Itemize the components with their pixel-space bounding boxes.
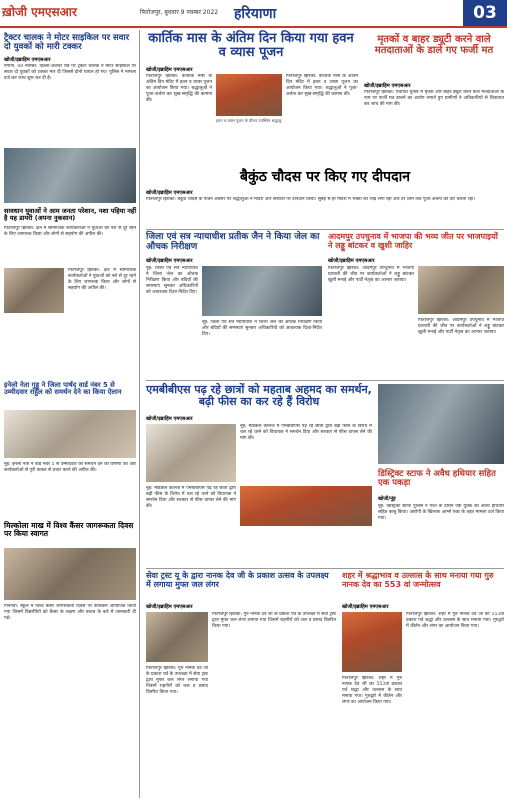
body-guru-nanak-2: फिरोजपुर झिरका: शहर में गुरु नानक देव जी का 553वां प्रकाश पर्व श्रद्धा और उल्लास के साथ मनाया गया। गुरुद्वारे में कीर्तन और लंगर का आयोजन किया गया।	[342, 676, 402, 705]
page-number: 03	[463, 0, 507, 26]
body-inld: नूंह: इनेलो नेता ने वार्ड नंबर 5 से उम्मीदवार को समर्थन देने की घोषणा की और कार्यकर्ताओं से पूरी ताकत से प्रचार करने की अपील की।	[4, 462, 136, 473]
caption-kartik: हवन व व्यास पूजन के दौरान उपस्थित श्रद्धालु	[216, 118, 282, 123]
photo-adampur	[418, 266, 504, 314]
body-judge: नूंह: जिला एवं सत्र न्यायाधीश ने जिला जेल का औचक निरीक्षण किया और बंदियों की समस्याएं सुनकर अधिकारियों को आवश्यक दिशा-निर्देश दिए।	[146, 266, 198, 295]
body-cancer-day: पिनंगवां: स्कूल में विश्व कैंसर जागरूकता दिवस पर कार्यक्रम आयोजित किया गया जिसमें विद्यार्थियों को कैंसर के लक्षण और बचाव के बारे में जानकारी दी गई।	[4, 604, 136, 621]
brand-name: ख़ोजी एमएसआर	[2, 5, 77, 19]
photo-seva-trust	[146, 612, 208, 662]
body-adampur: फिरोजपुर झिरका: आदमपुर उपचुनाव में भाजपा प्रत्याशी की जीत पर कार्यकर्ताओं ने लड्डू बांटकर खुशी मनाई और पार्टी नेतृत्व का आभार जताया।	[328, 266, 414, 283]
photo-cancer-day	[4, 548, 136, 600]
byline-adampur: खोजी/इब्राहिम एमएसआर	[328, 258, 375, 264]
photo-guru-nanak	[342, 612, 402, 672]
photo-district-staff	[378, 384, 504, 464]
headline-baikunth: बैकुंठ चौदस पर किए गए दीपदान	[240, 169, 410, 185]
headline-seva-trust: सेवा ट्रस्ट यू के द्वारा नानक देव जी के प्रकाश उत्सव के उपलक्ष्य में लगाया मुफ्त जल लंगर	[146, 571, 329, 589]
body-awareness-2: फिरोजपुर झिरका: क्षेत्र में सामाजिक कार्यकर्ताओं ने युवाओं को नशे से दूर रहने के लिए जागरूक किया और लोगों से सहयोग की अपील की।	[68, 268, 136, 291]
photo-tractor	[4, 148, 136, 203]
body-judge-2: नूंह: जिला एवं सत्र न्यायाधीश ने जिला जेल का औचक निरीक्षण किया और बंदियों की समस्याएं सुनकर अधिकारियों को आवश्यक दिशा-निर्देश दिए।	[202, 320, 322, 337]
photo-inld	[4, 410, 136, 458]
photo-awareness	[4, 268, 64, 313]
headline-awareness: सावधान युवाओं ने आम जनता परेशान, नशा पहिया नहीं है यह डायरी (अपना नुकसान)	[4, 207, 137, 223]
body-mbbs: नूंह: मेडिकल कॉलेज में एमबीबीएस पढ़ रहे छात्रों द्वारा बढ़ी फीस के विरोध में चल रहे धरने को विधायक ने समर्थन दिया और सरकार से फीस वापस लेने की मांग की।	[240, 424, 372, 441]
photo-mbbs	[146, 424, 236, 482]
masthead	[0, 0, 507, 28]
byline-baikunth: खोजी/इब्राहिम एमएसआर	[146, 190, 193, 196]
body-mbbs-2: नूंह: मेडिकल कॉलेज में एमबीबीएस पढ़ रहे छात्रों द्वारा बढ़ी फीस के विरोध में चल रहे धरने को विधायक ने समर्थन दिया और सरकार से फीस वापस लेने की मांग की।	[146, 486, 236, 509]
body-tractor: नगीना, 08 नवम्बर: दिल्ली-अलवर रोड पर ट्रैक्टर चालक ने मोटर साइकिल पर सवार दो युवकों को टक्कर मार दी जिससे दोनों घायल हो गए। पुलिस ने मामला दर्ज कर जांच शुरू कर दी है।	[4, 64, 136, 81]
horizontal-rule-3	[146, 568, 504, 569]
column-divider	[139, 30, 140, 798]
body-guru-nanak: फिरोजपुर झिरका: शहर में गुरु नानक देव जी का 553वां प्रकाश पर्व श्रद्धा और उल्लास के साथ मनाया गया। गुरुद्वारे में कीर्तन और लंगर का आयोजन किया गया।	[406, 612, 504, 629]
headline-voters: मृतकों व बाहर ड्यूटी करने वाले मतदाताओं के डाले गए फर्जी मत	[374, 34, 494, 56]
body-adampur-2: फिरोजपुर झिरका: आदमपुर उपचुनाव में भाजपा प्रत्याशी की जीत पर कार्यकर्ताओं ने लड्डू बांटकर खुशी मनाई और पार्टी नेतृत्व का आभार जताया।	[418, 318, 504, 335]
byline-seva-trust: खोजी/इब्राहिम एमएसआर	[146, 604, 193, 610]
headline-kartik: कार्तिक मास के अंतिम दिन किया गया हवन व व्यास पूजन	[148, 31, 354, 61]
body-awareness: फिरोजपुर झिरका: क्षेत्र में सामाजिक कार्यकर्ताओं ने युवाओं को नशे से दूर रहने के लिए जागरूक किया और लोगों से सहयोग की अपील की।	[4, 226, 136, 237]
body-kartik-2: फिरोजपुर झिरका: कार्तिक मास के अंतिम दिन मंदिर में हवन व व्यास पूजन का आयोजन किया गया। श्रद्धालुओं ने पूजा-अर्चना कर सुख-समृद्धि की कामना की।	[286, 74, 358, 97]
headline-inld: इनेलो नेता गुड्डु ने जिला पार्षद वार्ड नंबर 5 से उम्मीदवार राहुल को समर्थन देने का किया ऐलान	[4, 381, 122, 397]
byline-tractor: खोजी/इब्राहिम एमएसआर	[4, 57, 51, 63]
headline-judge: जिला एवं सत्र न्यायाधीश प्रतीक जैन ने किया जेल का औचक निरीक्षण	[146, 232, 320, 252]
section-title: हरियाणा	[234, 6, 277, 22]
byline-kartik: खोजी/इब्राहिम एमएसआर	[146, 67, 193, 73]
byline-district-staff: खोजी/नूंह	[378, 496, 396, 502]
horizontal-rule-2	[146, 380, 504, 381]
photo-judge	[202, 266, 322, 316]
headline-cancer-day: मिल्कोला माख में विश्व कैंसर जागरूकता दिवस पर किया स्वागत	[4, 521, 134, 539]
headline-guru-nanak: शहर में श्रद्धाभाव व उल्लास के साथ मनाया गया गुरु नानक देव का 553 वां जन्मोत्सव	[342, 571, 494, 589]
photo-kartik	[216, 74, 282, 116]
horizontal-rule	[146, 229, 504, 230]
byline-mbbs: खोजी/इब्राहिम एमएसआर	[146, 416, 193, 422]
headline-mbbs: एमबीबीएस पढ़ रहे छात्रों को महताब अहमद का समर्थन, बढ़ी फीस का कर रहे हैं विरोध	[146, 383, 372, 409]
byline-guru-nanak: खोजी/इब्राहिम एमएसआर	[342, 604, 389, 610]
byline-judge: खोजी/इब्राहिम एमएसआर	[146, 258, 193, 264]
body-baikunth: फिरोजपुर झिरका: बैकुंठ चौदस के पावन अवसर पर श्रद्धालुओं ने मंदिरों और सरोवरों पर दीपदान किया। सुबह से ही मंदिरों में भक्तों की भीड़ लगी रही और देर शाम तक पूजा-अर्चना का दौर चलता रहा।	[146, 197, 476, 202]
issue-date: फिरोजपुर, बुधवार 9 नवम्बर 2022	[140, 9, 219, 16]
headline-tractor: ट्रैक्टर चालक ने मोटर साइकिल पर सवार दो युवकों को मारी टक्कर	[4, 33, 130, 53]
body-voters: फिरोजपुर झिरका: पंचायत चुनाव में मृतक और बाहर ड्यूटी करने वाले मतदाताओं के नाम पर फर्जी मत डालने का आरोप लगाते हुए ग्रामीणों ने अधिकारियों से शिकायत कर जांच की मांग की।	[364, 90, 504, 107]
body-seva-trust-2: फिरोजपुर झिरका: गुरु नानक देव जी के प्रकाश पर्व के उपलक्ष्य में सेवा ट्रस्ट द्वारा मुफ्त जल लंगर लगाया गया जिसमें राहगीरों को जल व प्रसाद वितरित किया गया।	[146, 666, 208, 695]
body-district-staff: नूंह: डिस्ट्रिक्ट स्टाफ पुलिस ने गश्त के दौरान एक युवक को अवैध हथियार सहित काबू किया। आरोपी के खिलाफ आर्म्स एक्ट के तहत मामला दर्ज किया गया।	[378, 504, 504, 521]
body-seva-trust: फिरोजपुर झिरका: गुरु नानक देव जी के प्रकाश पर्व के उपलक्ष्य में सेवा ट्रस्ट द्वारा मुफ्त जल लंगर लगाया गया जिसमें राहगीरों को जल व प्रसाद वितरित किया गया।	[212, 612, 336, 629]
byline-voters: खोजी/इब्राहिम एमएसआर	[364, 83, 411, 89]
headline-adampur: आदमपुर उपचुनाव में भाजपा की भव्य जीत पर भाजपाइयों ने लड्डू बांटकर व खुशी जाहिर	[328, 232, 498, 250]
headline-district-staff: डिस्ट्रिक्ट स्टाफ ने अवैध हथियार सहित एक पकड़ा	[378, 469, 496, 489]
body-kartik: फिरोजपुर झिरका: कार्तिक मास के अंतिम दिन मंदिर में हवन व व्यास पूजन का आयोजन किया गया। श्रद्धालुओं ने पूजा-अर्चना कर सुख-समृद्धि की कामना की।	[146, 74, 212, 103]
photo-mbbs-2	[240, 486, 372, 526]
